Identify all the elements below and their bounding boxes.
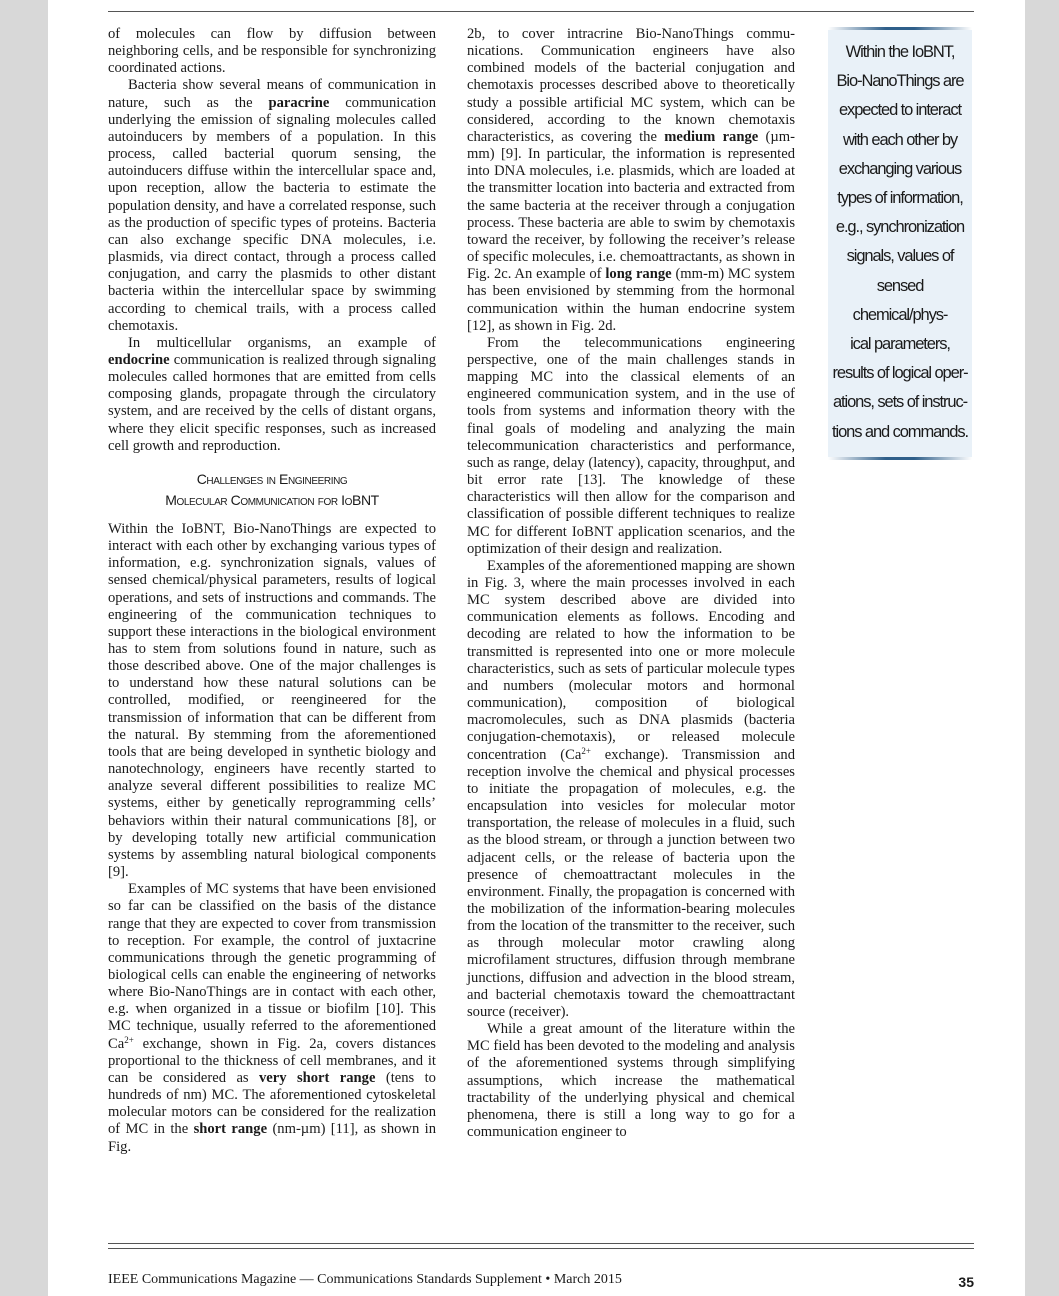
pull-quote-line: ical parameters, [850,335,950,354]
text-run: communication underlying the emission of signaling molecules called autoinducers by members of a population. In this process, called bacterial quorum sensing, the autoinducers diffuse within the intercellular space and, upon reception, allow the bacteria to estimate the population density, and have a correlated response, such as the production of specific types of proteins. Bacteria can also exchange specific DNA molecules, i.e. plasmids, via direct contact, through a process called conjugation, and carry the plasmids to other distant bacteria within the intercellular space by swimming according to chemical trails, with a process called chemotaxis. [108,94,436,334]
text-run: Examples of the aforementioned mapping are shown in Fig. 3, where the main processes involved in each MC system described above are divided into communication elements as follows. Encoding and decoding are related to how the information to be transmitted is represented into one or more molecule characteristics, such as sets of particular molecule types and numbers (molecular motors and hormonal communication), composition of biological macromolecules, such as DNA plasmids (bacteria conjugation-chemotaxis), or released molecule concentration (Ca [467,557,795,763]
bold-term: long range [605,266,672,283]
text-run: Bacteria show several means of communication in nature, such as the [108,77,436,111]
bold-term: endocrine [108,351,170,368]
pull-quote-line: types of information, [837,189,963,208]
text-column-right [467,26,795,1141]
pull-quote-bottom-bar [828,457,972,460]
footer-rule [108,1248,974,1249]
pull-quote-line: ations, sets of instruc- [832,393,968,412]
pull-quote [828,27,972,460]
bold-term: medium range [664,128,759,145]
text-run: (µm-mm) [9]. In particular, the information is represented into DNA molecules, i.e. plasmids, which are loaded at the transmitter location into bacteria and extracted from the same bacteria at the receiver through a conjugation process. These bacteria are able to swim by chemotaxis toward the receiver, by following the receiver’s release of specific molecules, i.e. chemoattractants, as shown in Fig. 2c. An example of [467,128,795,283]
section-heading-line-2: Molecular Communication for IoBNT [165,491,379,508]
text-run: (nm-µm) [11], as shown in Fig. [108,1121,436,1155]
pull-quote-line: sensed chemical/phys- [852,276,948,324]
paragraph: of molecules can flow by diffusion between neighboring cells, and be responsible for synchronizing coordinated actions. [108,26,436,77]
paragraph [467,26,795,335]
paragraph [467,558,795,1021]
text-run: 2b, to cover intracrine Bio-NanoThings communications. Communication engineers have also combined models of the bacterial conjugation and chemotaxis processes described above to theoretically study a possible artificial MC system, which can be considered, according to the known chemotaxis characteristics, as covering the [467,26,795,145]
pull-quote-text [828,30,972,457]
pull-quote-line: signals, values of [846,247,954,266]
pull-quote-line: Within the IoBNT, [845,43,955,61]
text-run: (tens to hundreds of nm) MC. The aforementioned cytoskeletal molecular motors can be considered for the realization of MC in the [108,1069,436,1138]
paragraph: While a great amount of the literature within the MC field has been devoted to the modeling and analysis of the aforementioned systems through simplifying assumptions, which increase the mathematical tractability of the underlying physical and chemical phenomena, there is still a long way to go for a communication engineer to [467,1021,795,1140]
pull-quote-line: tions and commands. [832,422,968,441]
paragraph [108,77,436,334]
text-run: communication is realized through signaling molecules called hormones that are emitted from cells composing glands, propagate through the circulatory system, and are received by the cells of distant organs, where they elicit specific responses, such as increased cell growth and reproduction. [108,351,436,454]
bold-term: paracrine [268,94,330,111]
pull-quote-line: exchanging various [838,159,962,178]
pull-quote-line: Bio-NanoThings are [836,72,964,91]
bold-term: very short range [259,1069,376,1086]
pull-quote-line: results of logical oper- [832,364,968,383]
right-page-margin [1025,0,1059,1296]
section-heading [108,469,436,511]
paragraph [108,335,436,455]
text-run: Examples of MC systems that have been envisioned so far can be classified on the basis of the distance range that they are expected to cover from transmission to reception. For example, the control of juxtacrine communications through the genetic programming of biological cells can enable the engineering of networks where Bio-NanoThings are in contact with each other, e.g. when organized in a tissue or biofilm [10]. This MC technique, usually referred to the aforementioned Ca [108,881,436,1052]
pull-quote-line: with each other by [842,130,958,149]
paragraph: Within the IoBNT, Bio-NanoThings are expected to interact with each other by exchanging various types of information, e.g. synchronization signals, values of sensed chemical/physical parameters, results of logical operations, and sets of instructions and commands. The engineering of the communication techniques to support these interactions in the biological environment has to stem from solutions found in nature, such as those described above. One of the major challenges is to understand how these natural solutions can be controlled, modified, or reengineered for the transmission of information that can be different from the natural. By stemming from the aforementioned tools that are being developed in synthetic biology and nanotechnology, engineers have recently started to analyze several different possibilities to realize MC systems, either by genetically reprogramming cells’ behaviors within their natural communications [8], or by developing totally new artificial communication systems by assembling natural biological components [9]. [108,520,436,881]
page-number: 35 [958,1274,974,1290]
pull-quote-line: e.g., synchronization [835,218,965,237]
superscript: 2+ [581,745,591,756]
top-rule [108,11,974,12]
text-column-left [108,26,436,1156]
text-run: (mm-m) MC system has been envisioned by stemming from the hormonal communication within the human endocrine system [12], as shown in Fig. 2d. [467,266,795,334]
footer-rule [108,1243,974,1244]
pull-quote-line: expected to interact [838,101,961,120]
section-heading-line-1: Challenges in Engineering [196,470,348,487]
paragraph [108,881,436,1156]
text-run: exchange, shown in Fig. 2a, covers distances proportional to the thickness of cell membranes, and it can be considered as [108,1035,436,1086]
bold-term: short range [193,1121,268,1138]
running-footer: IEEE Communications Magazine — Communications Standards Supplement • March 2015 [108,1272,622,1287]
left-page-margin [0,0,48,1296]
text-run: exchange). Transmission and reception involve the chemical and physical processes to initiate the propagation of molecules, e.g. the encapsulation into vesicles for molecular motor transportation, the release of molecules in a fluid, such as the blood stream, or through a junction between two adjacent cells, or the release of bacteria upon the presence of chemoattractant molecules in the environment. Finally, the propagation is concerned with the mobilization of the information-bearing molecules from the location of the transmitter to the receiver, such as through molecular motor crawling along microfilament structures, diffusion through membrane junctions, diffusion and advection in the blood stream, and bacterial chemotaxis toward the chemoattractant source (receiver). [467,746,795,1020]
paragraph: From the telecommunications engineering perspective, one of the main challenges stands in mapping MC into the classical elements of an engineered communication system, and in the use of tools from systems and information theory with the final goals of modeling and analyzing the main telecommunication characteristics and performance, such as range, delay (latency), capacity, throughput, and bit error rate [13]. The knowledge of these characteristics will then allow for the comparison and classification of possible different techniques to realize MC for different IoBNT application scenarios, and the optimization of their design and realization. [467,334,795,557]
superscript: 2+ [124,1034,134,1045]
text-run: In multicellular organisms, an example of [128,334,436,351]
